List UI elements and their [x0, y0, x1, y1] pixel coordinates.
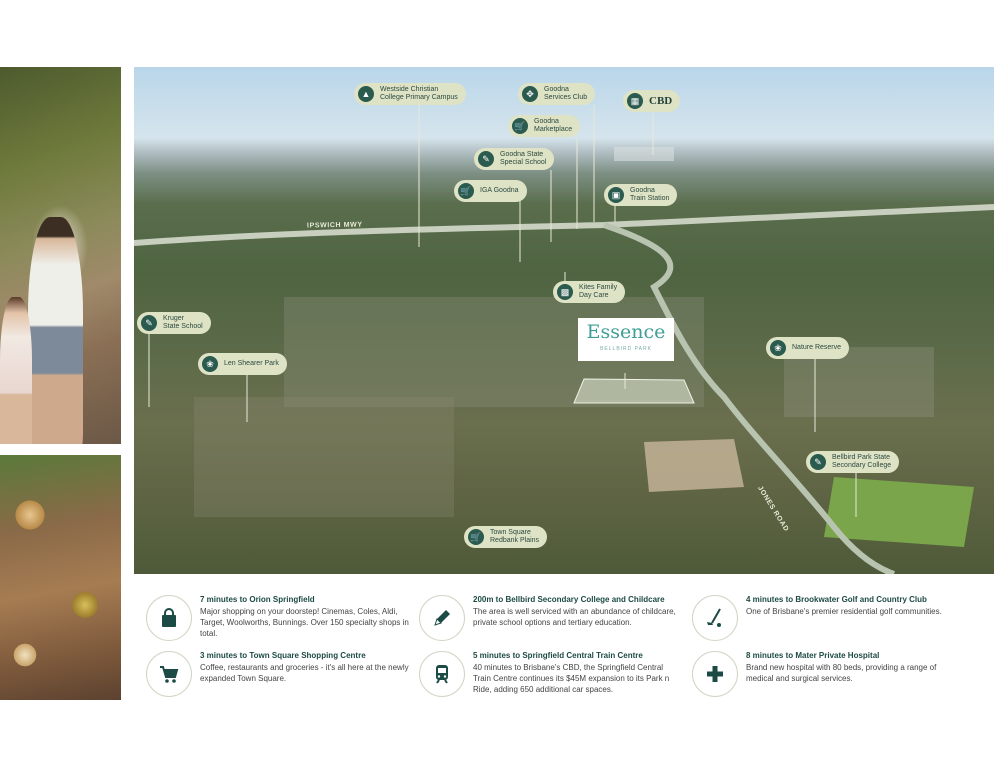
city-icon: ▦: [627, 93, 643, 109]
leaf-icon: ❀: [770, 340, 786, 356]
map-overlay: [134, 67, 994, 574]
road-label-ipswich: IPSWICH MWY: [306, 221, 363, 230]
pin-iga-goodna[interactable]: 🛒 IGA Goodna: [454, 180, 527, 202]
feature-mater-hospital: 8 minutes to Mater Private Hospital Brand new hospital with 80 beds, providing a range of medical and surgical services.: [692, 651, 956, 697]
pin-westside-christian[interactable]: ▲ Westside Christian College Primary Campus: [354, 83, 466, 105]
feature-orion-springfield: 7 minutes to Orion Springfield Major shopping on your doorstep! Cinemas, Coles, Aldi, Target, Woolworths, Bunnings. Over 150 specialty shops in total.: [146, 595, 410, 641]
pencil-icon: ✎: [810, 454, 826, 470]
aerial-map: [134, 67, 994, 574]
pin-goodna-services-club[interactable]: ✥ Goodna Services Club: [518, 83, 595, 105]
train-icon: ▣: [608, 187, 624, 203]
pin-goodna-train-station[interactable]: ▣ Goodna Train Station: [604, 184, 677, 206]
pin-kruger-state-school[interactable]: ✎ Kruger State School: [137, 312, 211, 334]
pencil-icon: [419, 595, 465, 641]
shopping-cart-icon: 🛒: [458, 183, 474, 199]
shopping-bag-icon: [146, 595, 192, 641]
pin-len-shearer-park[interactable]: ❀ Len Shearer Park: [198, 353, 287, 375]
leaf-icon: ❀: [202, 356, 218, 372]
graduation-cap-icon: ▲: [358, 86, 374, 102]
lifestyle-photo-dining: [0, 455, 121, 700]
pin-town-square-redbank-plains[interactable]: 🛒 Town Square Redbank Plains: [464, 526, 547, 548]
pencil-icon: ✎: [478, 151, 494, 167]
shopping-cart-icon: [146, 651, 192, 697]
road-label-jones: JONES ROAD: [756, 485, 790, 534]
pin-bellbird-park-state-secondary[interactable]: ✎ Bellbird Park State Secondary College: [806, 451, 899, 473]
feature-town-square: 3 minutes to Town Square Shopping Centre Coffee, restaurants and groceries - it's all here at the newly expanded Town Square.: [146, 651, 410, 697]
blocks-icon: ▩: [557, 284, 573, 300]
fork-knife-icon: ✥: [522, 86, 538, 102]
pin-goodna-special-school[interactable]: ✎ Goodna State Special School: [474, 148, 554, 170]
medical-cross-icon: [692, 651, 738, 697]
essence-logo-name: Essence: [586, 321, 666, 343]
pin-kites-family-day-care[interactable]: ▩ Kites Family Day Care: [553, 281, 625, 303]
pin-goodna-marketplace[interactable]: 🛒 Goodna Marketplace: [508, 115, 580, 137]
feature-brookwater-golf: 4 minutes to Brookwater Golf and Country Club One of Brisbane's premier residential golf communities.: [692, 595, 956, 641]
pin-cbd[interactable]: ▦ CBD: [623, 90, 680, 112]
feature-springfield-train: 5 minutes to Springfield Central Train Centre 40 minutes to Brisbane's CBD, the Springfield Central Train Centre continues its $45M expansion to its Park n Ride, adding 650 additional car spaces.: [419, 651, 683, 697]
essence-logo-sub: BELLBIRD PARK: [600, 346, 652, 352]
pin-nature-reserve[interactable]: ❀ Nature Reserve: [766, 337, 849, 359]
feature-bellbird-secondary: 200m to Bellbird Secondary College and Childcare The area is well serviced with an abundance of childcare, private school options and tertiary education.: [419, 595, 683, 641]
train-icon: [419, 651, 465, 697]
essence-logo: [578, 318, 674, 361]
lifestyle-photo-walking: [0, 67, 121, 444]
shopping-cart-icon: 🛒: [512, 118, 528, 134]
pencil-icon: ✎: [141, 315, 157, 331]
golf-icon: [692, 595, 738, 641]
shopping-cart-icon: 🛒: [468, 529, 484, 545]
